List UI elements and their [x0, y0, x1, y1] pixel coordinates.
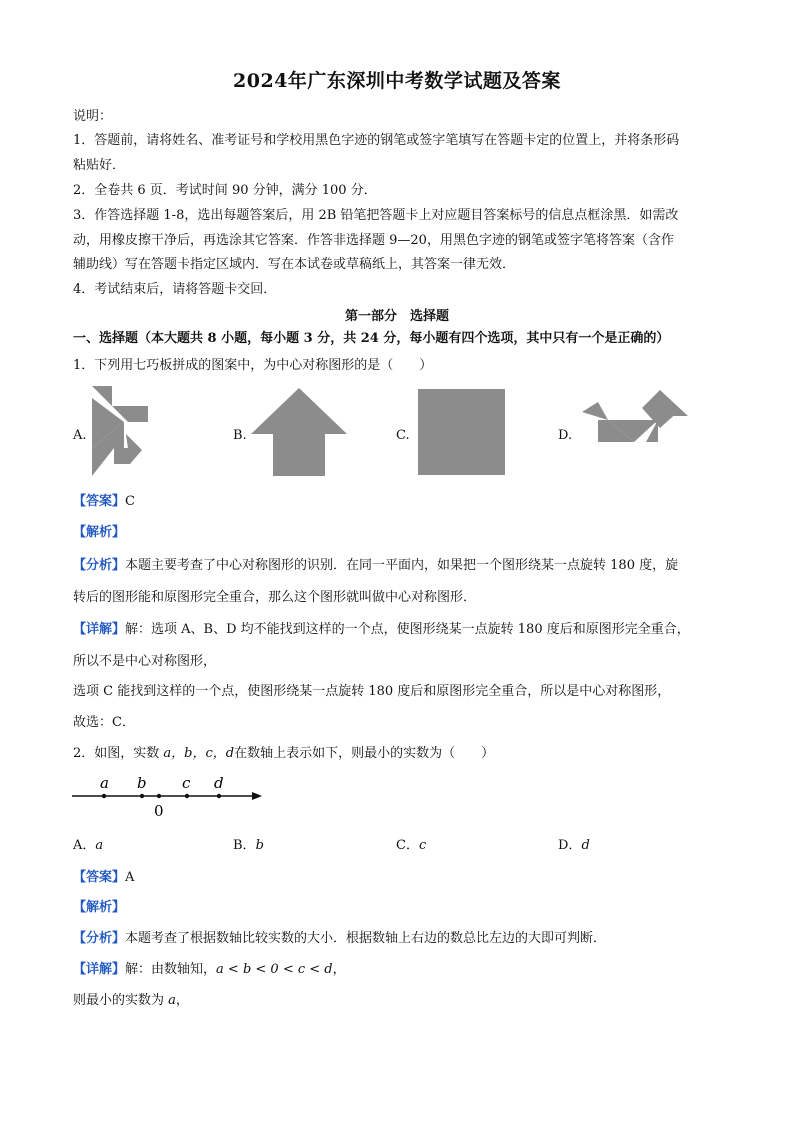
tangram-piece: [114, 448, 130, 464]
instruction-line: 1．答题前，请将姓名、准考证号和学校用黑色字迹的钢笔或签字笔填写在答题卡定的位置上，并将条形码: [73, 133, 680, 148]
q2-option-a: [73, 837, 103, 854]
q1-detail-line: [73, 621, 690, 638]
q2-stem: [73, 745, 494, 762]
q2-detail-line: [73, 961, 346, 978]
detail-tag: 【详解】: [73, 962, 126, 977]
axis-arrowhead: [252, 792, 262, 800]
label-b: b: [137, 774, 147, 792]
detail-expression: a < b < 0 < c < d: [216, 962, 333, 977]
instruction-line: 粘贴好．: [73, 158, 126, 173]
q1-option-c-figure: [417, 388, 507, 476]
answer-value: A: [125, 870, 135, 885]
label-a: a: [100, 774, 109, 792]
q1-fenxi-line: [73, 557, 678, 574]
point-a: [102, 794, 106, 798]
answer-tag: 【答案】: [73, 870, 126, 885]
square-shape: [418, 389, 505, 475]
instruction-line: 辅助线）写在答题卡指定区域内．写在本试卷或草稿纸上，其答案一律无效．: [73, 257, 516, 272]
option-value: d: [581, 838, 590, 853]
detail-suffix: ，: [332, 962, 346, 977]
q1-answer-line: [73, 493, 135, 510]
option-letter: D．: [558, 838, 582, 853]
point-c: [185, 794, 189, 798]
detail-tag: 【详解】: [73, 622, 126, 637]
q2-analysis-heading: [73, 899, 125, 916]
conclusion-text: 则最小的实数为: [73, 993, 169, 1008]
stem-vars: a，b，c，d: [163, 746, 235, 761]
q1-detail-cont: 所以不是中心对称图形，: [73, 654, 217, 669]
label-zero: 0: [154, 802, 164, 820]
part-title: 第一部分 选择题: [344, 309, 449, 324]
instruction-line: 动，用橡皮擦干净后，再选涂其它答案．作答非选择题 9—20，用黑色字迹的钢笔或签字笔将答案（含作: [73, 233, 674, 248]
page-title: 2024年广东深圳中考数学试题及答案: [233, 70, 561, 92]
answer-tag: 【答案】: [73, 494, 126, 509]
option-letter: B．: [233, 838, 256, 853]
instruction-line: 2．全卷共 6 页．考试时间 90 分钟，满分 100 分．: [73, 183, 377, 198]
tangram-piece: [598, 420, 608, 442]
instructions-heading: 说明：: [73, 109, 113, 124]
point-d: [217, 794, 221, 798]
option-value: b: [255, 838, 264, 853]
q2-option-d: [558, 837, 590, 854]
instruction-line: 3．作答选择题 1-8，选出每题答案后，用 2B 铅笔把答题卡上对应题目答案标号的信息点框涂黑．如需改: [73, 208, 679, 223]
option-letter: C．: [396, 838, 419, 853]
q2-conclusion: [73, 992, 189, 1009]
q1-detail-cont: 选项 C 能找到这样的一个点，使图形绕某一点旋转 180 度后和原图形完全重合，所以是中心对称图形，: [73, 684, 671, 699]
option-value: c: [418, 838, 427, 853]
stem-suffix: 在数轴上表示如下，则最小的实数为（ ）: [234, 746, 495, 761]
q1-fenxi-cont: 转后的图形能和原图形完全重合，那么这个图形就叫做中心对称图形．: [73, 590, 477, 605]
q1-conclusion: 故选：C．: [73, 715, 135, 730]
conclusion-suffix: ，: [175, 993, 189, 1008]
conclusion-var: a: [168, 993, 176, 1008]
q2-option-c: [396, 837, 426, 854]
fenxi-text: 本题考查了根据数轴比较实数的大小．根据数轴上右边的数总比左边的大即可判断．: [125, 931, 607, 946]
label-c: c: [182, 774, 191, 792]
q1-stem: 1．下列用七巧板拼成的图案中，为中心对称图形的是（ ）: [73, 358, 433, 373]
number-line: [70, 770, 270, 822]
analysis-tag: 【解析】: [73, 525, 126, 540]
q1-option-a-figure: [90, 386, 152, 478]
q1-option-d-figure: [580, 390, 690, 446]
q1-option-b-label: B.: [233, 428, 247, 443]
q2-answer-line: [73, 869, 134, 886]
detail-text: 解：选项 A、B、D 均不能找到这样的一个点，使图形绕某一点旋转 180 度后和原图形完全重合，: [125, 622, 690, 637]
option-value: a: [95, 838, 104, 853]
fenxi-tag: 【分析】: [73, 931, 126, 946]
q1-option-b-figure: [249, 388, 349, 478]
q2-fenxi-line: [73, 930, 606, 947]
detail-text: 解：由数轴知，: [125, 962, 217, 977]
analysis-tag: 【解析】: [73, 900, 126, 915]
fenxi-text: 本题主要考查了中心对称图形的识别．在同一平面内，如果把一个图形绕某一点旋转 180 度，旋: [125, 558, 679, 573]
q1-option-c-label: C.: [396, 428, 410, 443]
q1-analysis-heading: [73, 524, 125, 541]
q1-option-a-label: A.: [73, 428, 87, 443]
option-letter: A．: [73, 838, 96, 853]
fenxi-tag: 【分析】: [73, 558, 126, 573]
tangram-piece: [582, 402, 608, 420]
answer-value: C: [125, 494, 135, 509]
q1-option-d-label: D.: [558, 428, 573, 443]
instruction-line: 4．考试结束后，请将答题卡交回．: [73, 282, 277, 297]
label-d: d: [214, 774, 224, 792]
point-b: [140, 794, 144, 798]
tangram-piece: [92, 448, 114, 476]
section-title: 一、选择题（本大题共 8 小题，每小题 3 分，共 24 分，每小题有四个选项，其中只有一个是正确的）: [73, 331, 670, 346]
arrow-shape: [251, 388, 347, 476]
q2-option-b: [233, 837, 264, 854]
point-zero: [157, 794, 161, 798]
stem-prefix: 2．如图，实数: [73, 746, 164, 761]
